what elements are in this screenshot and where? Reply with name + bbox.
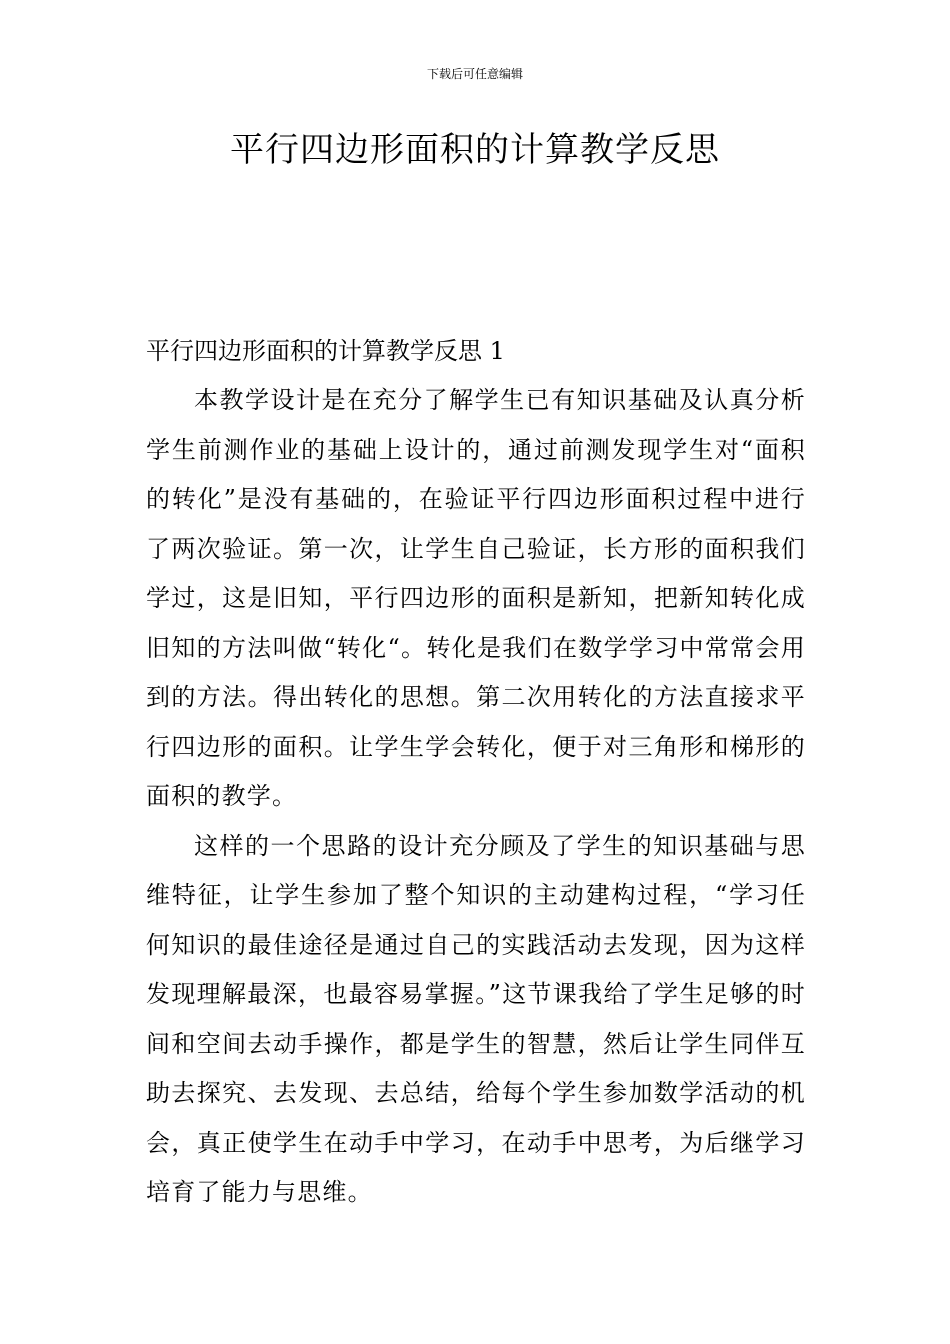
section-heading: 平行四边形面积的计算教学反思 1 [146, 337, 505, 365]
document-title: 平行四边形面积的计算教学反思 [230, 130, 720, 170]
paragraph-2: 这样的一个思路的设计充分顾及了学生的知识基础与思维特征，让学生参加了整个知识的主动建构过程，“学习任何知识的最佳途径是通过自己的实践活动去发现，因为这样发现理解最深，也最容易掌握。”这节课我给了学生足够的时间和空间去动手操作，都是学生的智慧，然后让学生同伴互助去探究、去发现、去总结，给每个学生参加数学活动的机会，真正使学生在动手中学习，在动手中思考，为后继学习培育了能力与思维。 [146, 831, 806, 1206]
header-note: 下载后可任意编辑 [426, 67, 523, 81]
document-body [146, 326, 806, 1218]
paragraph-1: 本教学设计是在充分了解学生已有知识基础及认真分析学生前测作业的基础上设计的，通过前测发现学生对“面积的转化”是没有基础的，在验证平行四边形面积过程中进行了两次验证。第一次，让学生自己验证，长方形的面积我们学过，这是旧知，平行四边形的面积是新知，把新知转化成旧知的方法叫做“转化“。转化是我们在数学学习中常常会用到的方法。得出转化的思想。第二次用转化的方法直接求平行四边形的面积。让学生学会转化，便于对三角形和梯形的面积的教学。 [146, 386, 806, 810]
